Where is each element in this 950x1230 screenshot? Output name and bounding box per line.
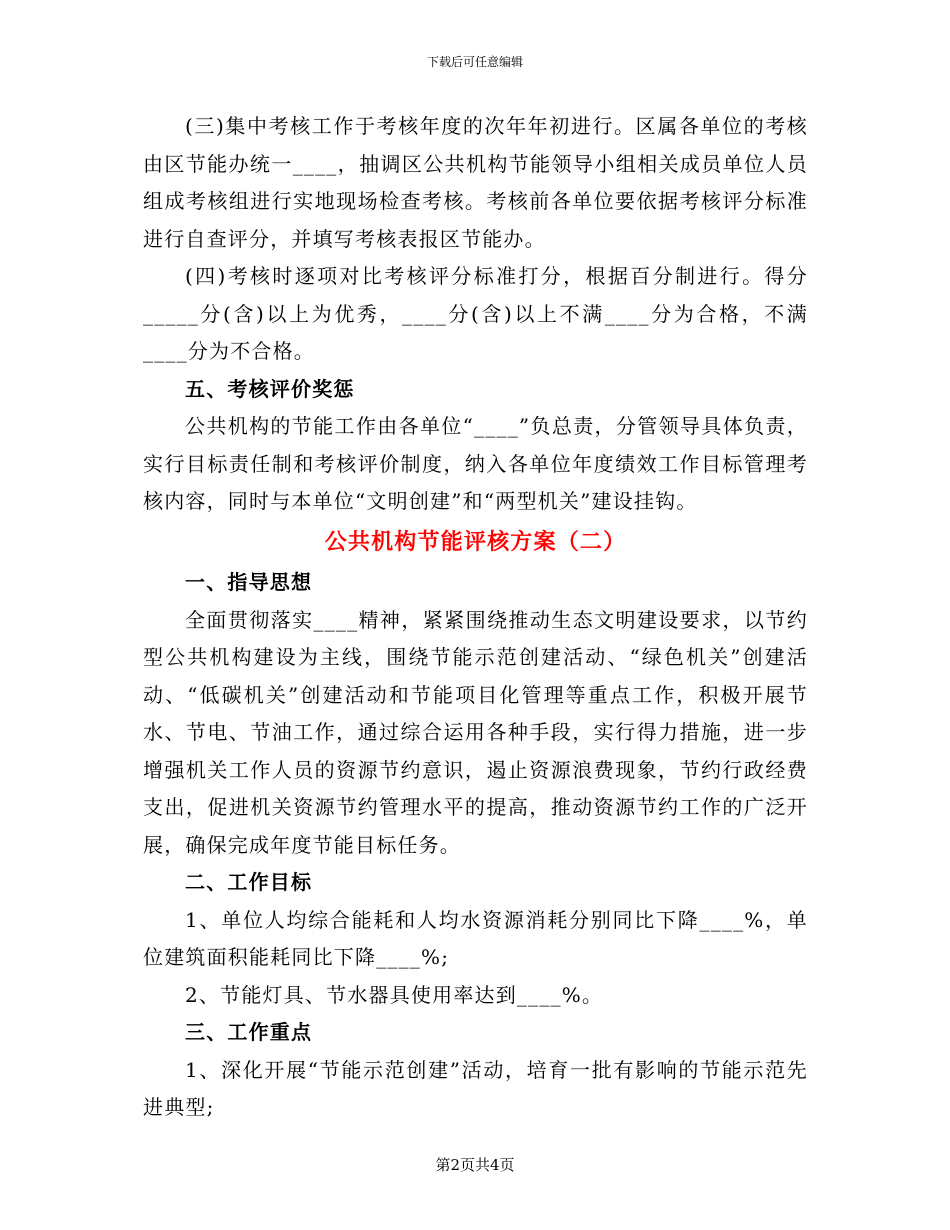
page-footer: 第2页共4页 (435, 1156, 515, 1174)
heading-rewards: 五、考核评价奖惩 (185, 376, 355, 401)
heading-work-focus: 三、工作重点 (185, 1020, 313, 1044)
paragraph-focus-1: 1、深化开展“节能示范创建”活动，培育一批有影响的节能示范先进典型; (143, 1057, 808, 1119)
document-body (143, 108, 808, 1127)
section-title: 公共机构节能评核方案（二） (324, 529, 627, 555)
paragraph-goal-2: 2、节能灯具、节水器具使用率达到____%。 (185, 982, 604, 1007)
heading-work-goals: 二、工作目标 (185, 870, 313, 894)
paragraph-guiding-ideology: 全面贯彻落实____精神，紧紧围绕推动生态文明建设要求，以节约型公共机构建设为主线，围绕节能示范创建活动、“绿色机关”创建活动、“低碳机关”创建活动和节能项目化管理等重点工作，积极开展节水、节电、节油工作，通过综合运用各种手段，实行得力措施，进一步增强机关工作人员的资源节约意识，遏止资源浪费现象，节约行政经费支出，促进机关资源节约管理水平的提高，推动资源节约工作的广泛开展，确保完成年度节能目标任务。 (143, 607, 808, 857)
paragraph-scoring: (四)考核时逐项对比考核评分标准打分，根据百分制进行。得分_____分(含)以上为优秀，____分(含)以上不满____分为合格，不满____分为不合格。 (143, 264, 808, 363)
paragraph-assessment-timing: (三)集中考核工作于考核年度的次年年初进行。区属各单位的考核由区节能办统一____，抽调区公共机构节能领导小组相关成员单位人员组成考核组进行实地现场检查考核。考核前各单位要依据考核评分标准进行自查评分，并填写考核表报区节能办。 (143, 114, 808, 251)
heading-guiding-ideology: 一、指导思想 (185, 570, 313, 594)
paragraph-goal-1: 1、单位人均综合能耗和人均水资源消耗分别同比下降____%，单位建筑面积能耗同比下降____%; (143, 907, 808, 969)
paragraph-responsibility: 公共机构的节能工作由各单位“____”负总责，分管领导具体负责，实行目标责任制和考核评价制度，纳入各单位年度绩效工作目标管理考核内容，同时与本单位“文明创建”和“两型机关”建设挂钩。 (143, 414, 808, 513)
page-header: 下载后可任意编辑 (426, 55, 523, 69)
